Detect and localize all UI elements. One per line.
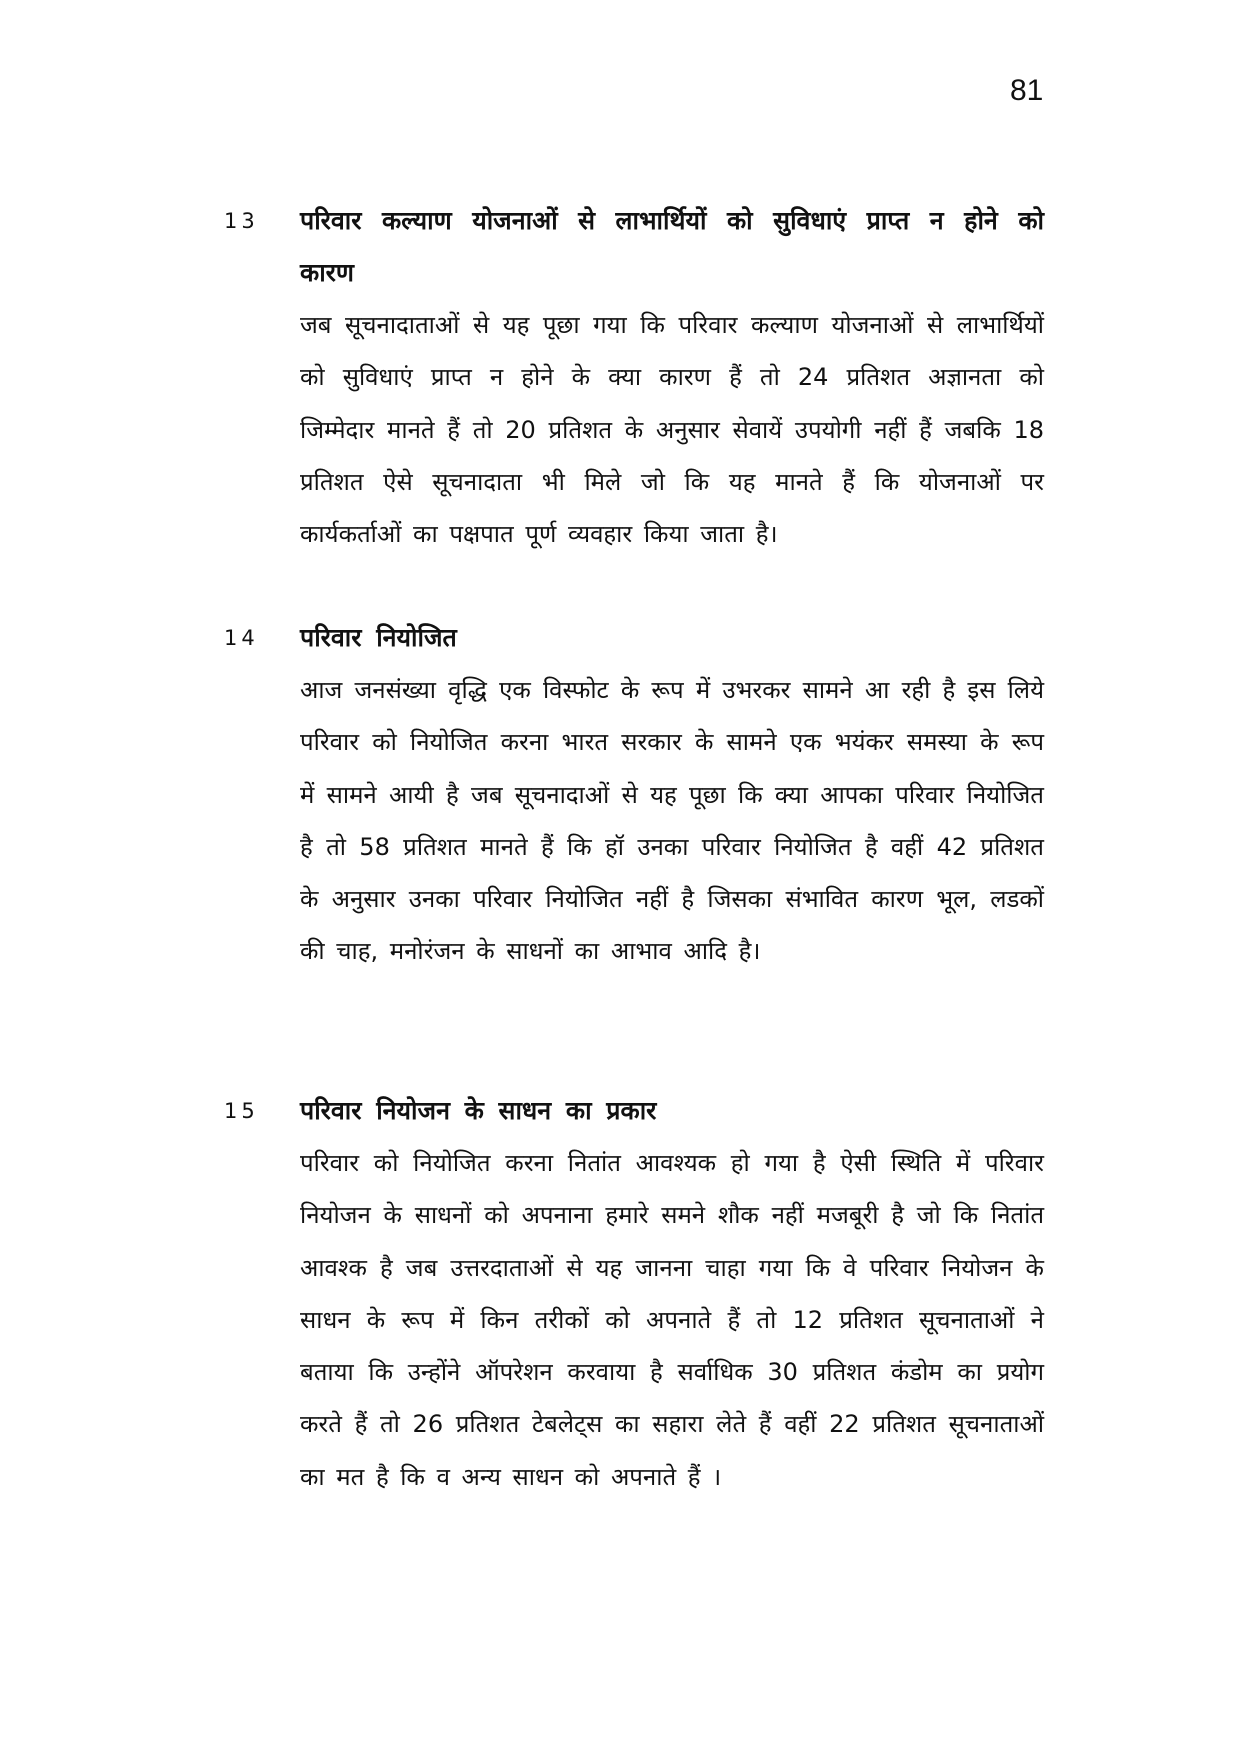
section-heading: परिवार कल्याण योजनाओं से लाभार्थियों को सुविधाएं प्राप्त न होने को कारण [300, 206, 1044, 287]
section-number: 13 [224, 209, 259, 233]
section-paragraph: आज जनसंख्या वृद्धि एक विस्फोट के रूप में उभरकर सामने आ रही है इस लिये परिवार को नियोजित करना भारत सरकार के सामने एक भयंकर समस्या के रूप में सामने आयी है जब सूचनादाओं से यह पूछा कि क्या आपका परिवार नियोजित है तो 58 प्रतिशत मानते हैं कि हॉ उनका परिवार नियोजित है वहीं 42 प्रतिशत के अनुसार उनका परिवार नियोजित नहीं है जिसका संभावित कारण भूल, लडकों की चाह, मनोरंजन के साधनों का आभाव आदि है। [300, 676, 1044, 966]
section-15 [224, 1085, 1044, 1503]
section-heading: परिवार नियोजित [300, 623, 457, 652]
section-number: 15 [224, 1099, 259, 1123]
section-14 [224, 612, 1044, 978]
page-number: 81 [1010, 74, 1044, 107]
section-heading: परिवार नियोजन के साधन का प्रकार [300, 1096, 657, 1125]
section-number: 14 [224, 626, 259, 650]
section-paragraph: जब सूचनादाताओं से यह पूछा गया कि परिवार कल्याण योजनाओं से लाभार्थियों को सुविधाएं प्राप्त न होने के क्या कारण हैं तो 24 प्रतिशत अज्ञानता को जिम्मेदार मानते हैं तो 20 प्रतिशत के अनुसार सेवायें उपयोगी नहीं हैं जबकि 18 प्रतिशत ऐसे सूचनादाता भी मिले जो कि यह मानते हैं कि योजनाओं पर कार्यकर्ताओं का पक्षपात पूर्ण व्यवहार किया जाता है। [300, 311, 1044, 549]
section-13 [224, 195, 1044, 560]
section-paragraph: परिवार को नियोजित करना नितांत आवश्यक हो गया है ऐसी स्थिति में परिवार नियोजन के साधनों को अपनाना हमारे समने शौक नहीं मजबूरी है जो कि नितांत आवश्क है जब उत्तरदाताओं से यह जानना चाहा गया कि वे परिवार नियोजन के साधन के रूप में किन तरीकों को अपनाते हैं तो 12 प्रतिशत सूचनाताओं ने बताया कि उन्होंने ऑपरेशन करवाया है सर्वाधिक 30 प्रतिशत कंडोम का प्रयोग करते हैं तो 26 प्रतिशत टेबलेट्स का सहारा लेते हैं वहीं 22 प्रतिशत सूचनाताओं का मत है कि व अन्य साधन को अपनाते हैं । [300, 1149, 1044, 1491]
